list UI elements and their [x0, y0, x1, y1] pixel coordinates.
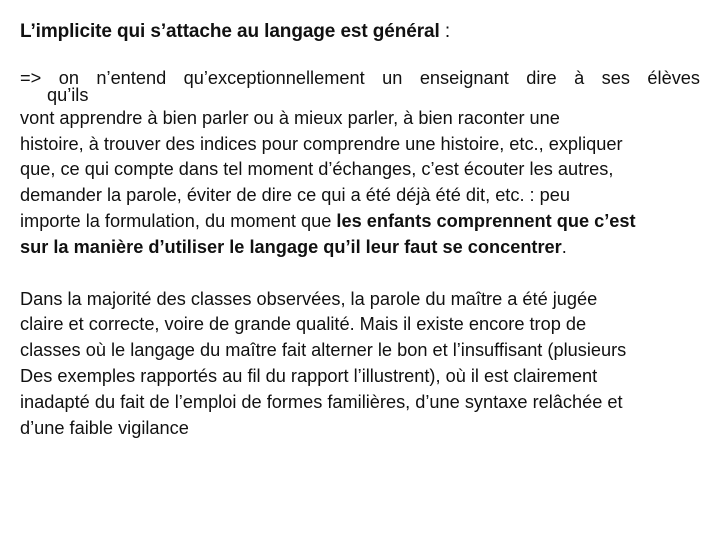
slide-content — [20, 18, 700, 441]
emphasis-text: sur la manière d’utiliser le langage qu’il leur faut se concentrer — [20, 236, 562, 257]
paragraph-line-indented: qu’ils — [47, 84, 89, 105]
paragraph-observations — [20, 287, 700, 442]
slide-heading — [20, 18, 700, 46]
paragraph-line: claire et correcte, voire de grande qualité. Mais il existe encore trop de — [20, 314, 587, 335]
paragraph-line-mixed — [20, 209, 700, 235]
paragraph-line-mixed — [20, 235, 700, 261]
emphasis-text: les enfants comprennent que c’est — [336, 210, 636, 231]
paragraph-implicit — [20, 66, 700, 261]
paragraph-line: demander la parole, éviter de dire ce qui a été déjà été dit, etc. : peu — [20, 185, 571, 206]
paragraph-line: inadapté du fait de l’emploi de formes familières, d’une syntaxe relâchée et — [20, 391, 623, 412]
paragraph-line: que, ce qui compte dans tel moment d’échanges, c’est écouter les autres, — [20, 159, 614, 180]
heading-text: L’implicite qui s’attache au langage est général — [20, 21, 440, 42]
paragraph-line: Dans la majorité des classes observées, la parole du maître a été jugée — [20, 288, 598, 309]
paragraph-line: vont apprendre à bien parler ou à mieux parler, à bien raconter une — [20, 107, 560, 128]
paragraph-line: histoire, à trouver des indices pour comprendre une histoire, etc., expliquer — [20, 133, 623, 154]
heading-colon: : — [444, 21, 451, 42]
plain-text: importe la formulation, du moment que — [20, 210, 337, 231]
paragraph-line: d’une faible vigilance — [20, 417, 189, 438]
paragraph-line: => on n’entend qu’exceptionnellement un enseignant dire à ses élèves — [20, 68, 700, 88]
paragraph-line: Des exemples rapportés au fil du rapport l’illustrent), où il est clairement — [20, 365, 598, 386]
plain-text: . — [561, 236, 567, 257]
paragraph-line: classes où le langage du maître fait alterner le bon et l’insuffisant (plusieurs — [20, 340, 627, 361]
